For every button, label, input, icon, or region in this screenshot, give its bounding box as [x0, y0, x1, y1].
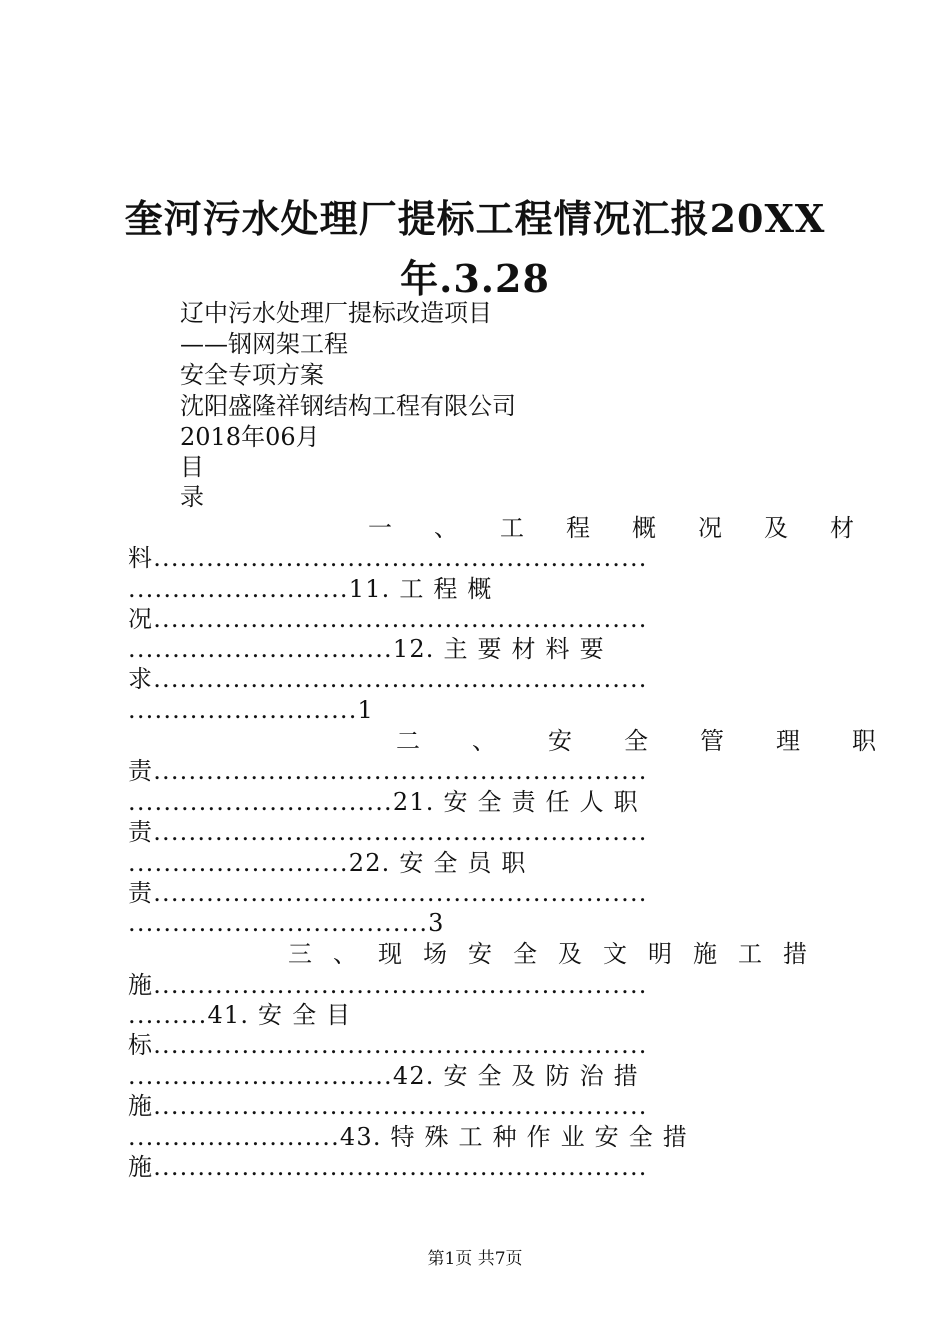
document-date: 2018年06月 [180, 423, 320, 451]
toc-line: 施........................................................ [128, 1153, 648, 1181]
toc-line: 责........................................................ [128, 757, 648, 785]
toc-line: 料........................................................ [128, 544, 648, 572]
toc-entry-2-2: .........................22. 安 全 员 职 [128, 849, 527, 877]
toc-entry-3-1: .........41. 安 全 目 [128, 1001, 352, 1029]
document-title-line-2: 年.3.28 [400, 256, 550, 301]
toc-page-ref: ..................................3 [128, 909, 445, 937]
toc-heading-char-1: 目 [180, 453, 204, 481]
toc-heading-char-2: 录 [180, 483, 204, 511]
toc-entry-3-2: ..............................42. 安 全 及 防 治 措 [128, 1062, 639, 1090]
toc-line: 责........................................................ [128, 818, 648, 846]
toc-section-heading-3: 三、现场安全及文明施工措 [288, 940, 828, 968]
subproject-name: ——钢网架工程 [180, 330, 348, 358]
toc-entry-2-1: ..............................21. 安 全 责 任 人 职 [128, 788, 639, 816]
toc-entry-1-2: ..............................12. 主 要 材 料 要 [128, 635, 605, 663]
toc-line: 标........................................................ [128, 1031, 648, 1059]
document-type: 安全专项方案 [180, 361, 324, 389]
project-name: 辽中污水处理厂提标改造项目 [180, 299, 492, 327]
toc-entry-3-3: ........................43. 特 殊 工 种 作 业 安 全 措 [128, 1123, 688, 1151]
toc-line: 求........................................................ [128, 665, 648, 693]
toc-section-heading-1: 一、工程概况及材 [368, 514, 896, 542]
toc-line: 施........................................................ [128, 1092, 648, 1120]
toc-section-heading-2: 二、安全管理职 [396, 727, 928, 755]
toc-entry-1-1: .........................11. 工 程 概 [128, 575, 493, 603]
toc-line: 况........................................................ [128, 605, 648, 633]
company-name: 沈阳盛隆祥钢结构工程有限公司 [180, 392, 516, 420]
toc-line: 责........................................................ [128, 879, 648, 907]
page-footer: 第1页 共7页 [427, 1249, 523, 1269]
document-title-line-1: 奎河污水处理厂提标工程情况汇报20XX [124, 196, 826, 241]
toc-page-ref: ..........................1 [128, 696, 375, 724]
toc-line: 施........................................................ [128, 971, 648, 999]
